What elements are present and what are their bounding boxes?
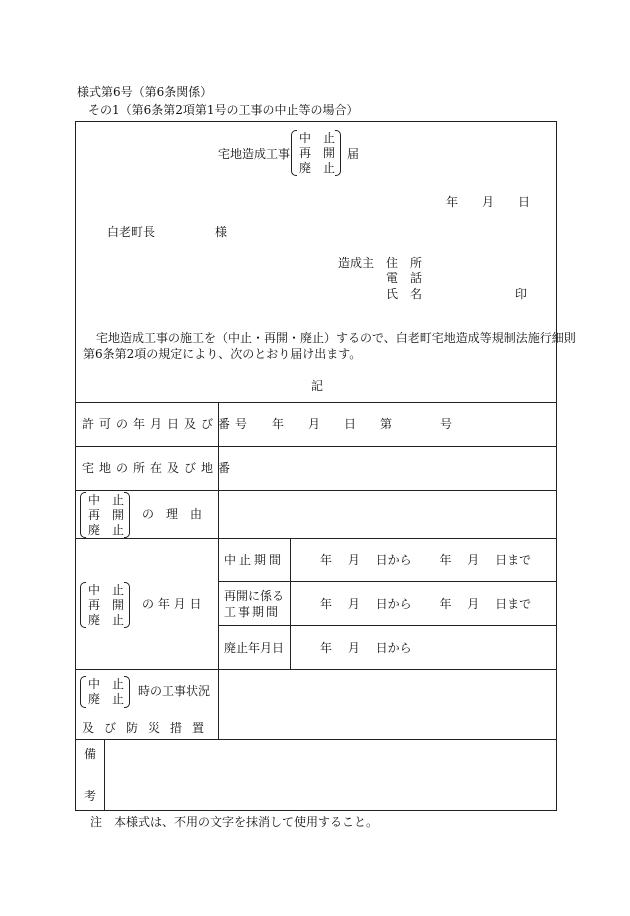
title-option-resume: 再 開 bbox=[299, 146, 336, 160]
date-option-suspend: 中 止 bbox=[88, 583, 125, 597]
row-line-1 bbox=[75, 402, 557, 403]
resume-period-label-1: 再開に係る bbox=[224, 589, 285, 603]
abolish-date-label: 廃止年月日 bbox=[224, 641, 285, 655]
form-number: 様式第6号（第6条関係） bbox=[77, 85, 213, 99]
name-label: 氏 名 bbox=[386, 287, 423, 301]
resume-period-label-2: 工事期間 bbox=[224, 605, 281, 619]
reason-brace-left bbox=[80, 492, 86, 538]
col-line-main bbox=[218, 402, 219, 739]
suspend-period-value: 年 月 日から 年 月 日まで bbox=[320, 553, 532, 567]
status-brace-left bbox=[80, 676, 86, 708]
remarks-label-2: 考 bbox=[84, 789, 97, 803]
col-line-remarks bbox=[104, 739, 105, 810]
frame-left bbox=[75, 121, 76, 811]
row-line-3 bbox=[75, 490, 557, 491]
submission-date: 年 月 日 bbox=[446, 195, 531, 209]
date-option-resume: 再 開 bbox=[88, 598, 125, 612]
title-options bbox=[299, 131, 335, 176]
body-text-line2: 第6条第2項の規定により、次のとおり届け出ます。 bbox=[83, 347, 362, 361]
suspend-period-label: 中止期間 bbox=[224, 553, 285, 567]
permit-value: 年 月 日 第 号 bbox=[272, 417, 453, 431]
title-brace-left bbox=[291, 130, 297, 176]
row-line-2 bbox=[75, 446, 557, 447]
col-line-sub bbox=[290, 538, 291, 669]
ki-label: 記 bbox=[311, 379, 324, 393]
title-prefix: 宅地造成工事 bbox=[218, 147, 291, 161]
reason-option-suspend: 中 止 bbox=[88, 493, 125, 507]
reason-option-abolish: 廃 止 bbox=[88, 523, 125, 537]
form-subtitle: その1（第6条第2項第1号の工事の中止等の場合） bbox=[88, 103, 359, 117]
reason-brace-right bbox=[124, 492, 130, 538]
title-brace-right bbox=[335, 130, 341, 176]
phone-label: 電 話 bbox=[386, 271, 423, 285]
reason-label: の 理 由 bbox=[142, 507, 203, 521]
status-option-abolish: 廃 止 bbox=[88, 692, 125, 706]
status-options bbox=[88, 677, 124, 707]
permit-label: 許可の年月日及び番号 bbox=[82, 417, 253, 431]
status-brace-right bbox=[124, 676, 130, 708]
row-line-5 bbox=[218, 581, 557, 582]
date-options bbox=[88, 583, 124, 628]
location-label: 宅地の所在及び地番 bbox=[82, 461, 236, 475]
title-option-suspend: 中 止 bbox=[299, 131, 336, 145]
frame-top bbox=[75, 121, 557, 122]
row-line-8 bbox=[75, 739, 557, 740]
row-line-4 bbox=[75, 538, 557, 539]
remarks-label-1: 備 bbox=[84, 747, 97, 761]
footer-note: 注 本様式は、不用の文字を抹消して使用すること。 bbox=[90, 815, 379, 829]
title-suffix: 届 bbox=[347, 147, 360, 161]
status-label: 時の工事状況 bbox=[138, 684, 211, 698]
seal-mark: 印 bbox=[515, 287, 528, 301]
frame-bottom bbox=[75, 810, 557, 811]
date-option-abolish: 廃 止 bbox=[88, 613, 125, 627]
resume-period-value: 年 月 日から 年 月 日まで bbox=[320, 597, 532, 611]
date-brace-left bbox=[80, 582, 86, 628]
reason-options bbox=[88, 493, 124, 538]
address-label: 住 所 bbox=[386, 256, 423, 270]
frame-right bbox=[556, 121, 557, 811]
date-label: の 年 月 日 bbox=[142, 597, 202, 611]
row-line-6 bbox=[218, 625, 557, 626]
row-line-7 bbox=[75, 669, 557, 670]
date-brace-right bbox=[124, 582, 130, 628]
measures-label: 及び防災措置 bbox=[82, 721, 215, 735]
builder-label: 造成主 bbox=[338, 256, 375, 270]
reason-option-resume: 再 開 bbox=[88, 508, 125, 522]
body-text-line1: 宅地造成工事の施工を（中止・再開・廃止）するので、白老町宅地造成等規制法施行細則 bbox=[96, 331, 576, 345]
abolish-date-value: 年 月 日から bbox=[320, 641, 412, 655]
addressee: 白老町長 様 bbox=[107, 225, 228, 239]
status-option-suspend: 中 止 bbox=[88, 677, 125, 691]
title-option-abolish: 廃 止 bbox=[299, 161, 336, 175]
